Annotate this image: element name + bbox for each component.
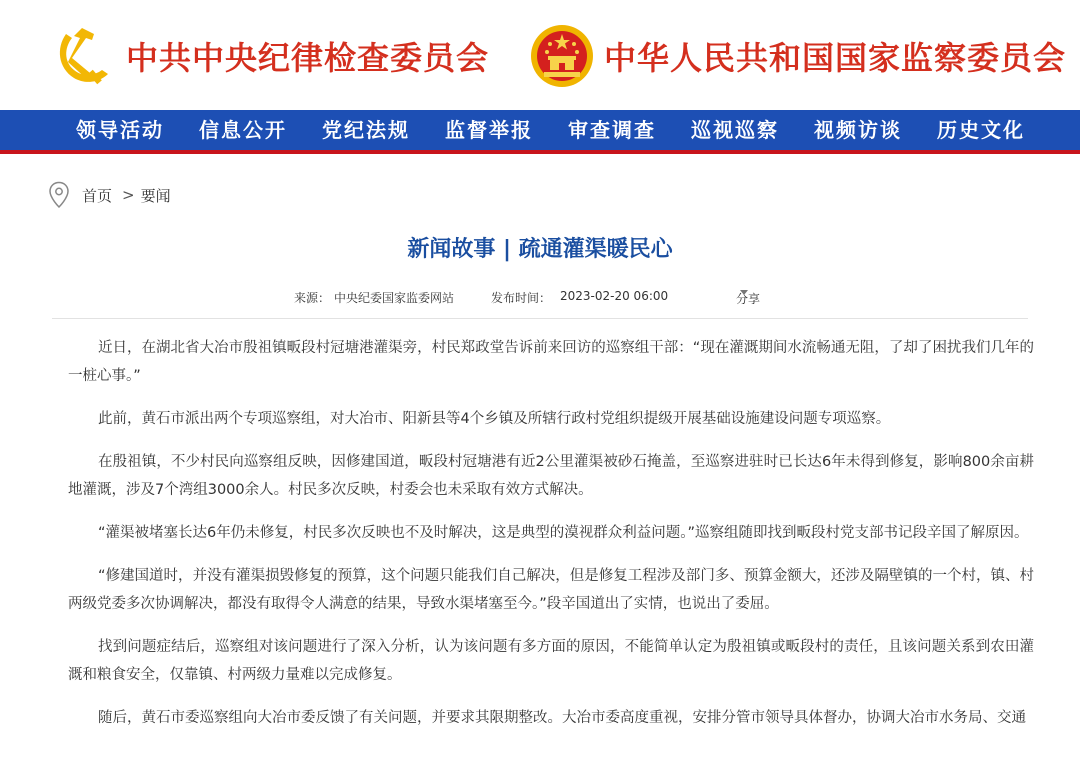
nav-investigation[interactable]: 审查调查 [568, 118, 656, 142]
ccdi-title: 中共中央纪律检查委员会 [126, 39, 490, 77]
source-value: 中央纪委国家监委网站 [334, 291, 455, 305]
ccdi-logo[interactable] [52, 16, 489, 96]
party-emblem-icon [52, 24, 116, 88]
location-pin-icon [48, 181, 70, 209]
paragraph: 在殷祖镇，不少村民向巡察组反映，因修建国道，畈段村冠塘港有近2公里灌渠被砂石掩盖，至巡察进驻时已长达6年未得到修复，影响800余亩耕地灌溉，涉及7个湾组3000余人。村民多次反映，村委会也未采取有效方式解决。 [68, 454, 1034, 498]
share-label: 分享 [736, 292, 761, 306]
paragraph: 随后，黄石市委巡察组向大冶市委反馈了有关问题，并要求其限期整改。大冶市委高度重视，安排分管市领导具体督办，协调大冶市水务局、交通 [98, 710, 1026, 726]
paragraph: 找到问题症结后，巡察组对该问题进行了深入分析，认为该问题有多方面的原因，不能简单认定为殷祖镇或畈段村的责任，且该问题关系到农田灌溉和粮食安全，仅靠镇、村两级力量难以完成修复。 [68, 639, 1034, 683]
nsc-title: 中华人民共和国国家监察委员会 [604, 39, 1067, 77]
national-emblem-icon [530, 24, 594, 88]
nav-info-disclosure[interactable]: 信息公开 [199, 118, 287, 142]
divider [52, 318, 1028, 319]
nav-video-interview[interactable]: 视频访谈 [814, 118, 902, 142]
source-label: 来源： [294, 291, 331, 305]
breadcrumb-home[interactable]: 首页 [82, 186, 113, 205]
nav-party-regulations[interactable]: 党纪法规 [322, 118, 410, 142]
paragraph: “灌渠被堵塞长达6年仍未修复，村民多次反映也不及时解决，这是典型的漠视群众利益问题。”巡察组随即找到畈段村党支部书记段辛国了解原因。 [98, 525, 1029, 541]
nav-inspection[interactable]: 巡视巡察 [691, 118, 779, 142]
breadcrumb [48, 180, 171, 210]
main-nav [0, 110, 1080, 154]
breadcrumb-separator: > [122, 186, 135, 204]
breadcrumb-current[interactable]: 要闻 [140, 186, 171, 205]
nav-history-culture[interactable]: 历史文化 [937, 118, 1025, 142]
nav-supervision-report[interactable]: 监督举报 [445, 118, 533, 142]
time-label: 发布时间： [491, 291, 552, 305]
nav-leadership[interactable]: 领导活动 [76, 118, 164, 142]
paragraph: 此前，黄石市派出两个专项巡察组，对大冶市、阳新县等4个乡镇及所辖行政村党组织提级开展基础设施建设问题专项巡察。 [98, 411, 891, 427]
publish-time: 2023-02-20 06:00 [560, 289, 669, 303]
paragraph: “修建国道时，并没有灌渠损毁修复的预算，这个问题只能我们自己解决，但是修复工程涉及部门多、预算金额大，还涉及隔壁镇的一个村，镇、村两级党委多次协调解决，都没有取得令人满意的结果，导致水渠堵塞至今。”段辛国道出了实情，也说出了委屈。 [68, 568, 1034, 612]
article-meta [0, 286, 1080, 306]
article-body [68, 334, 1034, 747]
article-title: 新闻故事 | 疏通灌渠暖民心 [407, 237, 673, 262]
nsc-logo[interactable] [530, 16, 1066, 96]
site-header [0, 0, 1080, 110]
paragraph: 近日，在湖北省大冶市殷祖镇畈段村冠塘港灌渠旁，村民郑政堂告诉前来回访的巡察组干部：“现在灌溉期间水流畅通无阻，了却了困扰我们几年的一桩心事。” [68, 340, 1034, 384]
chevron-down-icon [740, 290, 748, 295]
